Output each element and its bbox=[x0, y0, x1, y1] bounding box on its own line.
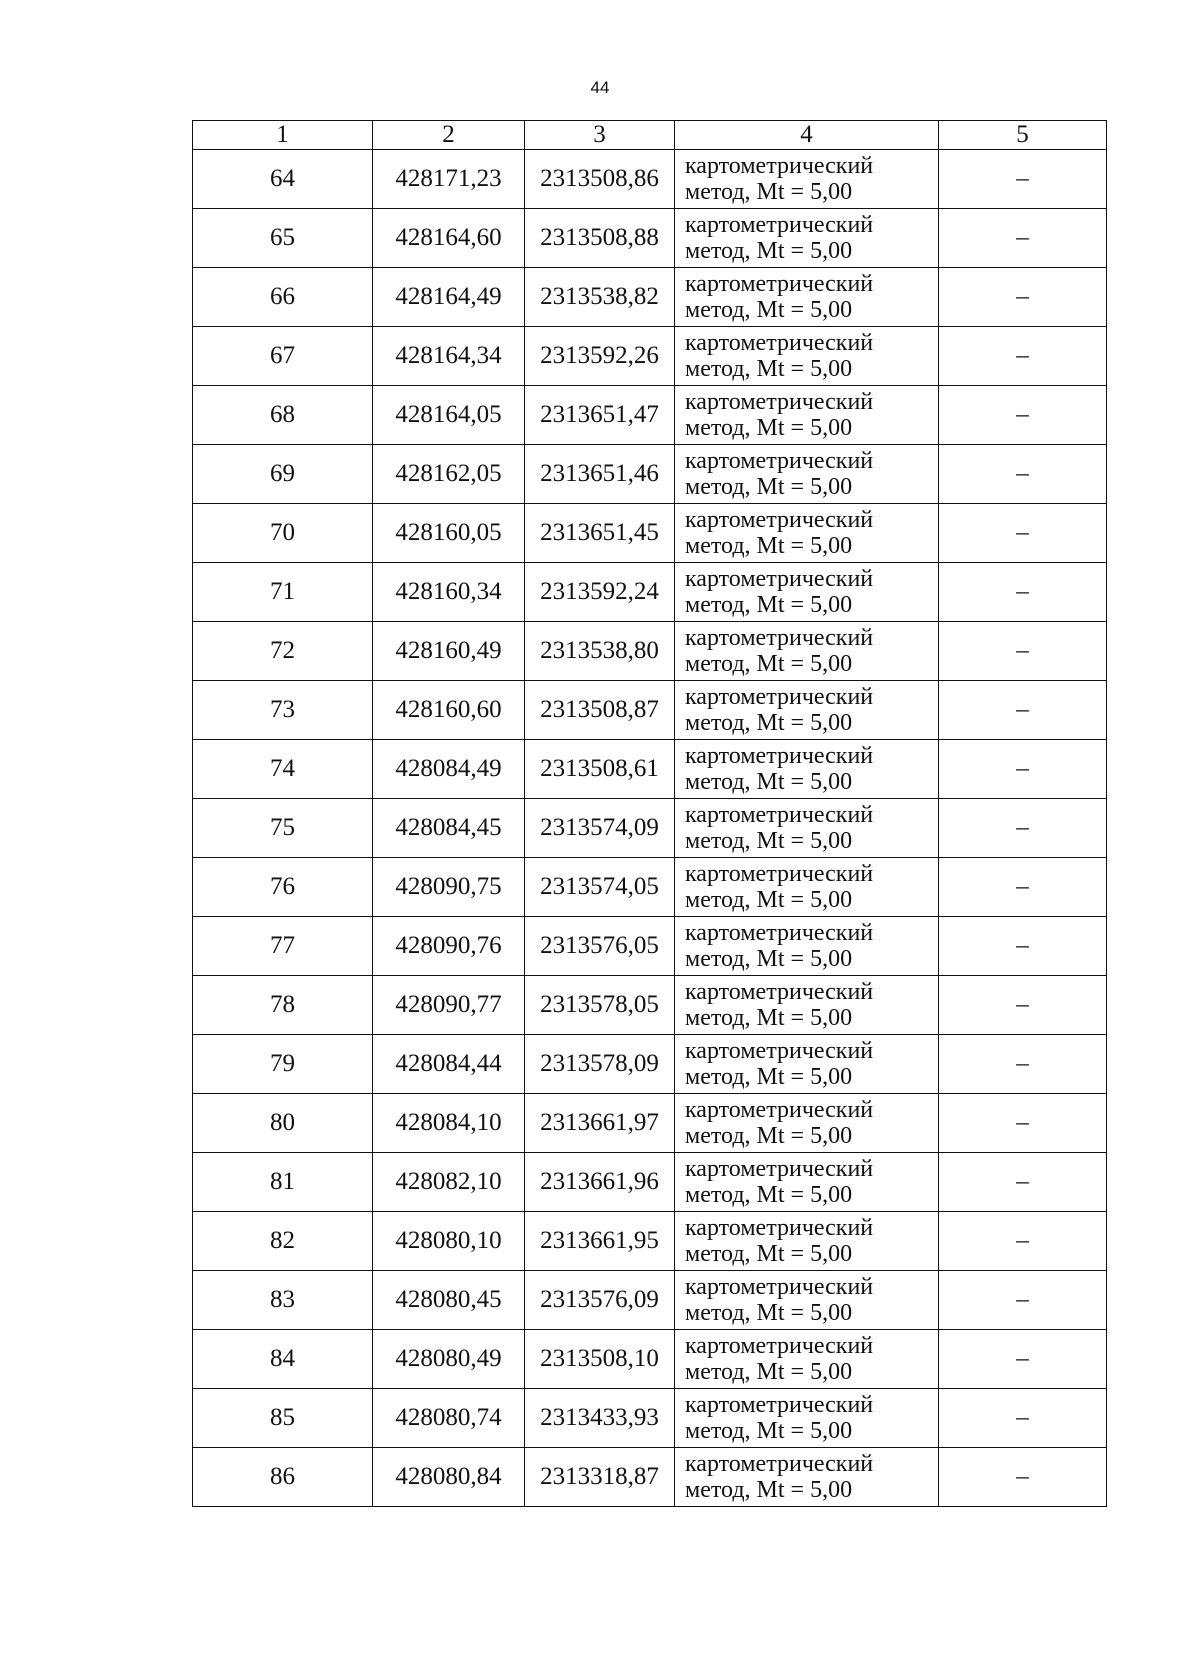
table-row bbox=[193, 1448, 1107, 1507]
note-cell: – bbox=[939, 740, 1107, 799]
point-number-cell: 81 bbox=[193, 1153, 373, 1212]
table-row bbox=[193, 1271, 1107, 1330]
method-cell bbox=[675, 1389, 939, 1448]
table-row bbox=[193, 1330, 1107, 1389]
point-number-cell: 78 bbox=[193, 976, 373, 1035]
table-row bbox=[193, 386, 1107, 445]
point-number-cell: 64 bbox=[193, 150, 373, 209]
note-cell: – bbox=[939, 681, 1107, 740]
coordinate-x-cell: 428164,34 bbox=[373, 327, 525, 386]
coordinate-x-cell: 428084,44 bbox=[373, 1035, 525, 1094]
table-header bbox=[193, 121, 1107, 150]
coordinate-y-cell: 2313538,80 bbox=[525, 622, 675, 681]
method-cell bbox=[675, 1448, 939, 1507]
point-number-cell: 72 bbox=[193, 622, 373, 681]
method-cell bbox=[675, 1035, 939, 1094]
coordinate-x-cell: 428080,45 bbox=[373, 1271, 525, 1330]
note-cell: – bbox=[939, 1094, 1107, 1153]
point-number-cell: 76 bbox=[193, 858, 373, 917]
coordinate-y-cell: 2313433,93 bbox=[525, 1389, 675, 1448]
coordinate-y-cell: 2313661,97 bbox=[525, 1094, 675, 1153]
method-line-1: картометрический bbox=[685, 625, 874, 651]
point-number-cell: 83 bbox=[193, 1271, 373, 1330]
table-row bbox=[193, 504, 1107, 563]
method-cell bbox=[675, 976, 939, 1035]
method-line-2: метод, Mt = 5,00 bbox=[685, 592, 853, 618]
coordinates-table bbox=[192, 120, 1107, 1507]
column-header-3: 3 bbox=[525, 121, 675, 150]
method-line-2: метод, Mt = 5,00 bbox=[685, 828, 853, 854]
method-line-1: картометрический bbox=[685, 271, 874, 297]
method-line-2: метод, Mt = 5,00 bbox=[685, 1182, 853, 1208]
coordinate-x-cell: 428164,05 bbox=[373, 386, 525, 445]
note-cell: – bbox=[939, 445, 1107, 504]
method-line-1: картометрический bbox=[685, 1451, 874, 1477]
coordinate-y-cell: 2313578,09 bbox=[525, 1035, 675, 1094]
method-cell bbox=[675, 917, 939, 976]
coordinate-x-cell: 428080,84 bbox=[373, 1448, 525, 1507]
coordinate-x-cell: 428090,77 bbox=[373, 976, 525, 1035]
method-line-2: метод, Mt = 5,00 bbox=[685, 1064, 853, 1090]
method-line-1: картометрический bbox=[685, 507, 874, 533]
point-number-cell: 80 bbox=[193, 1094, 373, 1153]
point-number-cell: 73 bbox=[193, 681, 373, 740]
table-row bbox=[193, 740, 1107, 799]
coordinate-x-cell: 428084,45 bbox=[373, 799, 525, 858]
point-number-cell: 84 bbox=[193, 1330, 373, 1389]
method-line-2: метод, Mt = 5,00 bbox=[685, 946, 853, 972]
method-line-1: картометрический bbox=[685, 802, 874, 828]
coordinate-y-cell: 2313651,47 bbox=[525, 386, 675, 445]
table-row bbox=[193, 1094, 1107, 1153]
method-cell bbox=[675, 740, 939, 799]
point-number-cell: 79 bbox=[193, 1035, 373, 1094]
method-line-1: картометрический bbox=[685, 212, 874, 238]
coordinate-y-cell: 2313508,61 bbox=[525, 740, 675, 799]
note-cell: – bbox=[939, 622, 1107, 681]
point-number-cell: 71 bbox=[193, 563, 373, 622]
method-cell bbox=[675, 1271, 939, 1330]
point-number-cell: 75 bbox=[193, 799, 373, 858]
coordinate-x-cell: 428160,34 bbox=[373, 563, 525, 622]
point-number-cell: 67 bbox=[193, 327, 373, 386]
page-number: 44 bbox=[590, 78, 610, 97]
method-cell bbox=[675, 445, 939, 504]
point-number-cell: 86 bbox=[193, 1448, 373, 1507]
coordinate-y-cell: 2313592,24 bbox=[525, 563, 675, 622]
method-line-1: картометрический bbox=[685, 566, 874, 592]
coordinate-y-cell: 2313508,86 bbox=[525, 150, 675, 209]
coordinate-y-cell: 2313508,10 bbox=[525, 1330, 675, 1389]
method-cell bbox=[675, 504, 939, 563]
method-cell bbox=[675, 858, 939, 917]
method-line-2: метод, Mt = 5,00 bbox=[685, 1123, 853, 1149]
table-row bbox=[193, 268, 1107, 327]
method-line-1: картометрический bbox=[685, 1097, 874, 1123]
method-line-2: метод, Mt = 5,00 bbox=[685, 710, 853, 736]
note-cell: – bbox=[939, 799, 1107, 858]
method-line-1: картометрический bbox=[685, 684, 874, 710]
coordinate-y-cell: 2313318,87 bbox=[525, 1448, 675, 1507]
method-cell bbox=[675, 1212, 939, 1271]
method-cell bbox=[675, 799, 939, 858]
note-cell: – bbox=[939, 1212, 1107, 1271]
method-line-2: метод, Mt = 5,00 bbox=[685, 1477, 853, 1503]
method-line-2: метод, Mt = 5,00 bbox=[685, 474, 853, 500]
method-line-2: метод, Mt = 5,00 bbox=[685, 887, 853, 913]
method-line-1: картометрический bbox=[685, 330, 874, 356]
coordinate-x-cell: 428171,23 bbox=[373, 150, 525, 209]
method-line-1: картометрический bbox=[685, 979, 874, 1005]
coordinate-y-cell: 2313538,82 bbox=[525, 268, 675, 327]
note-cell: – bbox=[939, 150, 1107, 209]
coordinate-x-cell: 428080,49 bbox=[373, 1330, 525, 1389]
note-cell: – bbox=[939, 1448, 1107, 1507]
column-header-5: 5 bbox=[939, 121, 1107, 150]
point-number-cell: 85 bbox=[193, 1389, 373, 1448]
coordinate-y-cell: 2313661,95 bbox=[525, 1212, 675, 1271]
method-cell bbox=[675, 681, 939, 740]
method-line-1: картометрический bbox=[685, 448, 874, 474]
table-row bbox=[193, 622, 1107, 681]
coordinate-y-cell: 2313578,05 bbox=[525, 976, 675, 1035]
note-cell: – bbox=[939, 268, 1107, 327]
note-cell: – bbox=[939, 1330, 1107, 1389]
point-number-cell: 74 bbox=[193, 740, 373, 799]
method-line-2: метод, Mt = 5,00 bbox=[685, 769, 853, 795]
coordinate-y-cell: 2313651,45 bbox=[525, 504, 675, 563]
table-row bbox=[193, 1212, 1107, 1271]
point-number-cell: 70 bbox=[193, 504, 373, 563]
method-line-2: метод, Mt = 5,00 bbox=[685, 415, 853, 441]
note-cell: – bbox=[939, 1153, 1107, 1212]
method-line-2: метод, Mt = 5,00 bbox=[685, 1359, 853, 1385]
coordinate-x-cell: 428160,60 bbox=[373, 681, 525, 740]
coordinate-x-cell: 428080,74 bbox=[373, 1389, 525, 1448]
table-row bbox=[193, 563, 1107, 622]
column-header-4: 4 bbox=[675, 121, 939, 150]
method-line-1: картометрический bbox=[685, 1156, 874, 1182]
method-line-2: метод, Mt = 5,00 bbox=[685, 651, 853, 677]
note-cell: – bbox=[939, 209, 1107, 268]
method-line-1: картометрический bbox=[685, 1038, 874, 1064]
point-number-cell: 69 bbox=[193, 445, 373, 504]
coordinate-x-cell: 428160,05 bbox=[373, 504, 525, 563]
coordinate-y-cell: 2313574,09 bbox=[525, 799, 675, 858]
table-row bbox=[193, 858, 1107, 917]
coordinate-x-cell: 428090,75 bbox=[373, 858, 525, 917]
point-number-cell: 66 bbox=[193, 268, 373, 327]
coordinate-y-cell: 2313651,46 bbox=[525, 445, 675, 504]
coordinate-y-cell: 2313661,96 bbox=[525, 1153, 675, 1212]
table-row bbox=[193, 799, 1107, 858]
method-line-2: метод, Mt = 5,00 bbox=[685, 1418, 853, 1444]
note-cell: – bbox=[939, 917, 1107, 976]
table-row bbox=[193, 1389, 1107, 1448]
note-cell: – bbox=[939, 386, 1107, 445]
method-line-1: картометрический bbox=[685, 1215, 874, 1241]
note-cell: – bbox=[939, 1389, 1107, 1448]
table-row bbox=[193, 917, 1107, 976]
method-cell bbox=[675, 386, 939, 445]
table-row bbox=[193, 327, 1107, 386]
method-cell bbox=[675, 268, 939, 327]
table-row bbox=[193, 681, 1107, 740]
coordinate-y-cell: 2313574,05 bbox=[525, 858, 675, 917]
coordinate-x-cell: 428164,49 bbox=[373, 268, 525, 327]
method-line-2: метод, Mt = 5,00 bbox=[685, 1300, 853, 1326]
note-cell: – bbox=[939, 976, 1107, 1035]
method-line-1: картометрический bbox=[685, 743, 874, 769]
coordinate-x-cell: 428082,10 bbox=[373, 1153, 525, 1212]
coordinate-x-cell: 428160,49 bbox=[373, 622, 525, 681]
table-row bbox=[193, 976, 1107, 1035]
method-cell bbox=[675, 1330, 939, 1389]
method-cell bbox=[675, 1153, 939, 1212]
method-cell bbox=[675, 563, 939, 622]
point-number-cell: 65 bbox=[193, 209, 373, 268]
note-cell: – bbox=[939, 327, 1107, 386]
method-line-2: метод, Mt = 5,00 bbox=[685, 238, 853, 264]
method-line-1: картометрический bbox=[685, 1392, 874, 1418]
column-header-2: 2 bbox=[373, 121, 525, 150]
method-line-2: метод, Mt = 5,00 bbox=[685, 297, 853, 323]
coordinate-y-cell: 2313508,88 bbox=[525, 209, 675, 268]
method-line-2: метод, Mt = 5,00 bbox=[685, 1241, 853, 1267]
note-cell: – bbox=[939, 858, 1107, 917]
note-cell: – bbox=[939, 1271, 1107, 1330]
column-header-1: 1 bbox=[193, 121, 373, 150]
method-cell bbox=[675, 327, 939, 386]
method-line-2: метод, Mt = 5,00 bbox=[685, 356, 853, 382]
table-row bbox=[193, 150, 1107, 209]
coordinate-x-cell: 428080,10 bbox=[373, 1212, 525, 1271]
point-number-cell: 77 bbox=[193, 917, 373, 976]
point-number-cell: 68 bbox=[193, 386, 373, 445]
coordinate-x-cell: 428162,05 bbox=[373, 445, 525, 504]
method-cell bbox=[675, 1094, 939, 1153]
coordinate-x-cell: 428090,76 bbox=[373, 917, 525, 976]
method-line-2: метод, Mt = 5,00 bbox=[685, 533, 853, 559]
method-line-1: картометрический bbox=[685, 861, 874, 887]
method-line-1: картометрический bbox=[685, 153, 874, 179]
method-cell bbox=[675, 150, 939, 209]
table-row bbox=[193, 1035, 1107, 1094]
note-cell: – bbox=[939, 1035, 1107, 1094]
coordinate-y-cell: 2313508,87 bbox=[525, 681, 675, 740]
coordinate-y-cell: 2313576,09 bbox=[525, 1271, 675, 1330]
point-number-cell: 82 bbox=[193, 1212, 373, 1271]
table-row bbox=[193, 1153, 1107, 1212]
method-cell bbox=[675, 209, 939, 268]
coordinate-y-cell: 2313576,05 bbox=[525, 917, 675, 976]
coordinate-x-cell: 428084,49 bbox=[373, 740, 525, 799]
table-body bbox=[193, 150, 1107, 1507]
method-line-2: метод, Mt = 5,00 bbox=[685, 179, 853, 205]
method-line-1: картометрический bbox=[685, 389, 874, 415]
table-row bbox=[193, 209, 1107, 268]
table-row bbox=[193, 445, 1107, 504]
note-cell: – bbox=[939, 504, 1107, 563]
method-line-2: метод, Mt = 5,00 bbox=[685, 1005, 853, 1031]
coordinate-x-cell: 428084,10 bbox=[373, 1094, 525, 1153]
method-line-1: картометрический bbox=[685, 1274, 874, 1300]
note-cell: – bbox=[939, 563, 1107, 622]
coordinate-y-cell: 2313592,26 bbox=[525, 327, 675, 386]
method-cell bbox=[675, 622, 939, 681]
coordinate-x-cell: 428164,60 bbox=[373, 209, 525, 268]
method-line-1: картометрический bbox=[685, 920, 874, 946]
header-row bbox=[193, 121, 1107, 150]
method-line-1: картометрический bbox=[685, 1333, 874, 1359]
